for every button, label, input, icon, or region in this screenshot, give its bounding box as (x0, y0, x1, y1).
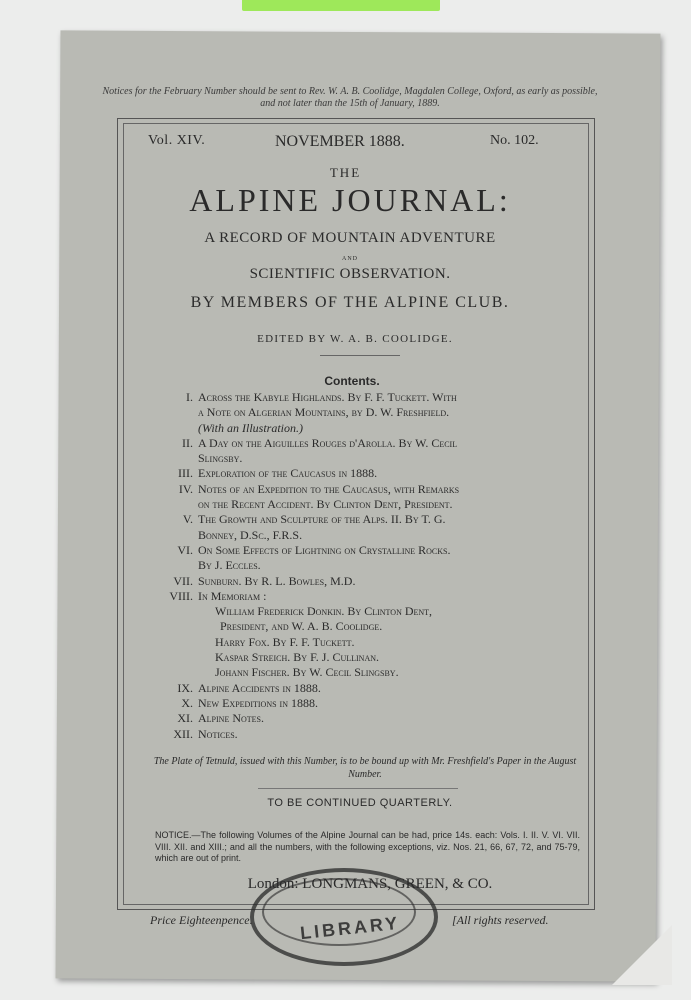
issue-month: NOVEMBER 1888. (275, 133, 405, 150)
memoriam-entry: Johann Fischer. By W. Cecil Slingsby. (215, 665, 399, 680)
volumes-notice: NOTICE.—The following Volumes of the Alpine Journal can be had, price 14s. each: Vols. I. II. V. VI. VII. VIII. XII. and XIII.; and all the numbers, with the following exceptions, viz. Nos. 21, 66, 67, 72, and 75-79, which are out of print. (155, 830, 580, 863)
toc-number: V. (182, 512, 193, 527)
toc-text: The Growth and Sculpture of the Alps. II. By T. G. (198, 512, 446, 527)
toc-text: Bonney, D.Sc., F.R.S. (198, 527, 303, 542)
toc-text: Exploration of the Caucasus in 1888. (198, 466, 378, 481)
table-of-contents (150, 390, 580, 742)
toc-number: I. (186, 390, 193, 404)
header-notice: Notices for the February Number should be sent to Rev. W. A. B. Coolidge, Magdalen College, Oxford, as early as possible, and not later than the 15th of January, 1889. (102, 86, 598, 109)
toc-entry (150, 589, 580, 604)
toc-text: on the Recent Accident. By Clinton Dent, President. (198, 497, 453, 512)
toc-text: On Some Effects of Lightning on Crystalline Rocks. (198, 542, 451, 557)
toc-entry (150, 574, 580, 589)
toc-entry (150, 390, 580, 405)
memoriam-entry: William Frederick Donkin. By Clinton Dent, (215, 604, 433, 619)
toc-text: Sunburn. By R. L. Bowles, M.D. (198, 573, 356, 588)
editor-line: EDITED BY W. A. B. COOLIDGE. (257, 333, 453, 345)
plate-note: The Plate of Tetnuld, issued with this Number, is to be bound up with Mr. Freshfield's Paper in the August Number. (153, 756, 577, 780)
toc-entry (150, 436, 580, 451)
toc-number: VI. (177, 542, 193, 557)
toc-entry (150, 543, 580, 558)
toc-text: A Day on the Aiguilles Rouges d'Arolla. By W. Cecil (198, 435, 458, 450)
toc-number: III. (178, 466, 193, 481)
memoriam-entry: President, and W. A. B. Coolidge. (220, 619, 383, 634)
toc-text: (With an Illustration.) (198, 420, 303, 435)
toc-number: X. (181, 695, 193, 710)
toc-text: a Note on Algerian Mountains, by D. W. Freshfield. (198, 405, 450, 420)
toc-entry (150, 512, 580, 527)
toc-number: IV. (178, 481, 193, 496)
rights-line: [All rights reserved. (452, 913, 549, 927)
toc-text: Notes of an Expedition to the Caucasus, with Remarks (198, 481, 460, 496)
publisher-line: London: LONGMANS, GREEN, & CO. (247, 876, 493, 892)
journal-title: ALPINE JOURNAL: (189, 182, 511, 218)
subtitle-2: SCIENTIFIC OBSERVATION. (249, 266, 451, 282)
contents-heading: Contents. (324, 374, 380, 388)
subtitle-1: A RECORD OF MOUNTAIN ADVENTURE (204, 230, 496, 246)
subtitle-and: AND (342, 256, 358, 262)
issue-number: No. 102. (490, 133, 539, 148)
subtitle-3: BY MEMBERS OF THE ALPINE CLUB. (190, 294, 510, 311)
library-stamp-text: LIBRARY (299, 912, 402, 944)
toc-text: Across the Kabyle Highlands. By F. F. Tuckett. With (198, 390, 457, 404)
toc-number: XII. (173, 726, 193, 741)
toc-text: Alpine Accidents in 1888. (198, 680, 321, 695)
toc-text: By J. Eccles. (198, 558, 261, 573)
toc-number: IX. (177, 680, 193, 695)
toc-number: XI. (177, 711, 193, 726)
price-line: Price Eighteenpence. (150, 913, 253, 927)
memoriam-entry: Harry Fox. By F. F. Tuckett. (215, 634, 355, 649)
memoriam-entry: Kaspar Streich. By F. J. Cullinan. (215, 650, 379, 665)
quarterly-line: TO BE CONTINUED QUARTERLY. (267, 797, 453, 809)
divider (258, 788, 458, 789)
toc-number: VII. (173, 573, 193, 588)
toc-entry (150, 711, 580, 726)
volume-label: Vol. XIV. (148, 133, 206, 148)
divider (320, 355, 400, 356)
toc-number: II. (182, 435, 193, 450)
toc-text: New Expeditions in 1888. (198, 695, 318, 710)
toc-entry (150, 681, 580, 696)
green-tab (242, 0, 440, 11)
toc-text: Alpine Notes. (198, 711, 264, 726)
toc-entry (150, 696, 580, 711)
toc-text: In Memoriam : (198, 588, 267, 603)
toc-text: Slingsby. (198, 451, 243, 466)
toc-entry (150, 466, 580, 481)
toc-entry (150, 482, 580, 497)
toc-entry (150, 727, 580, 742)
toc-number: VIII. (169, 588, 193, 603)
toc-text: Notices. (198, 726, 238, 741)
title-article: THE (329, 165, 362, 180)
